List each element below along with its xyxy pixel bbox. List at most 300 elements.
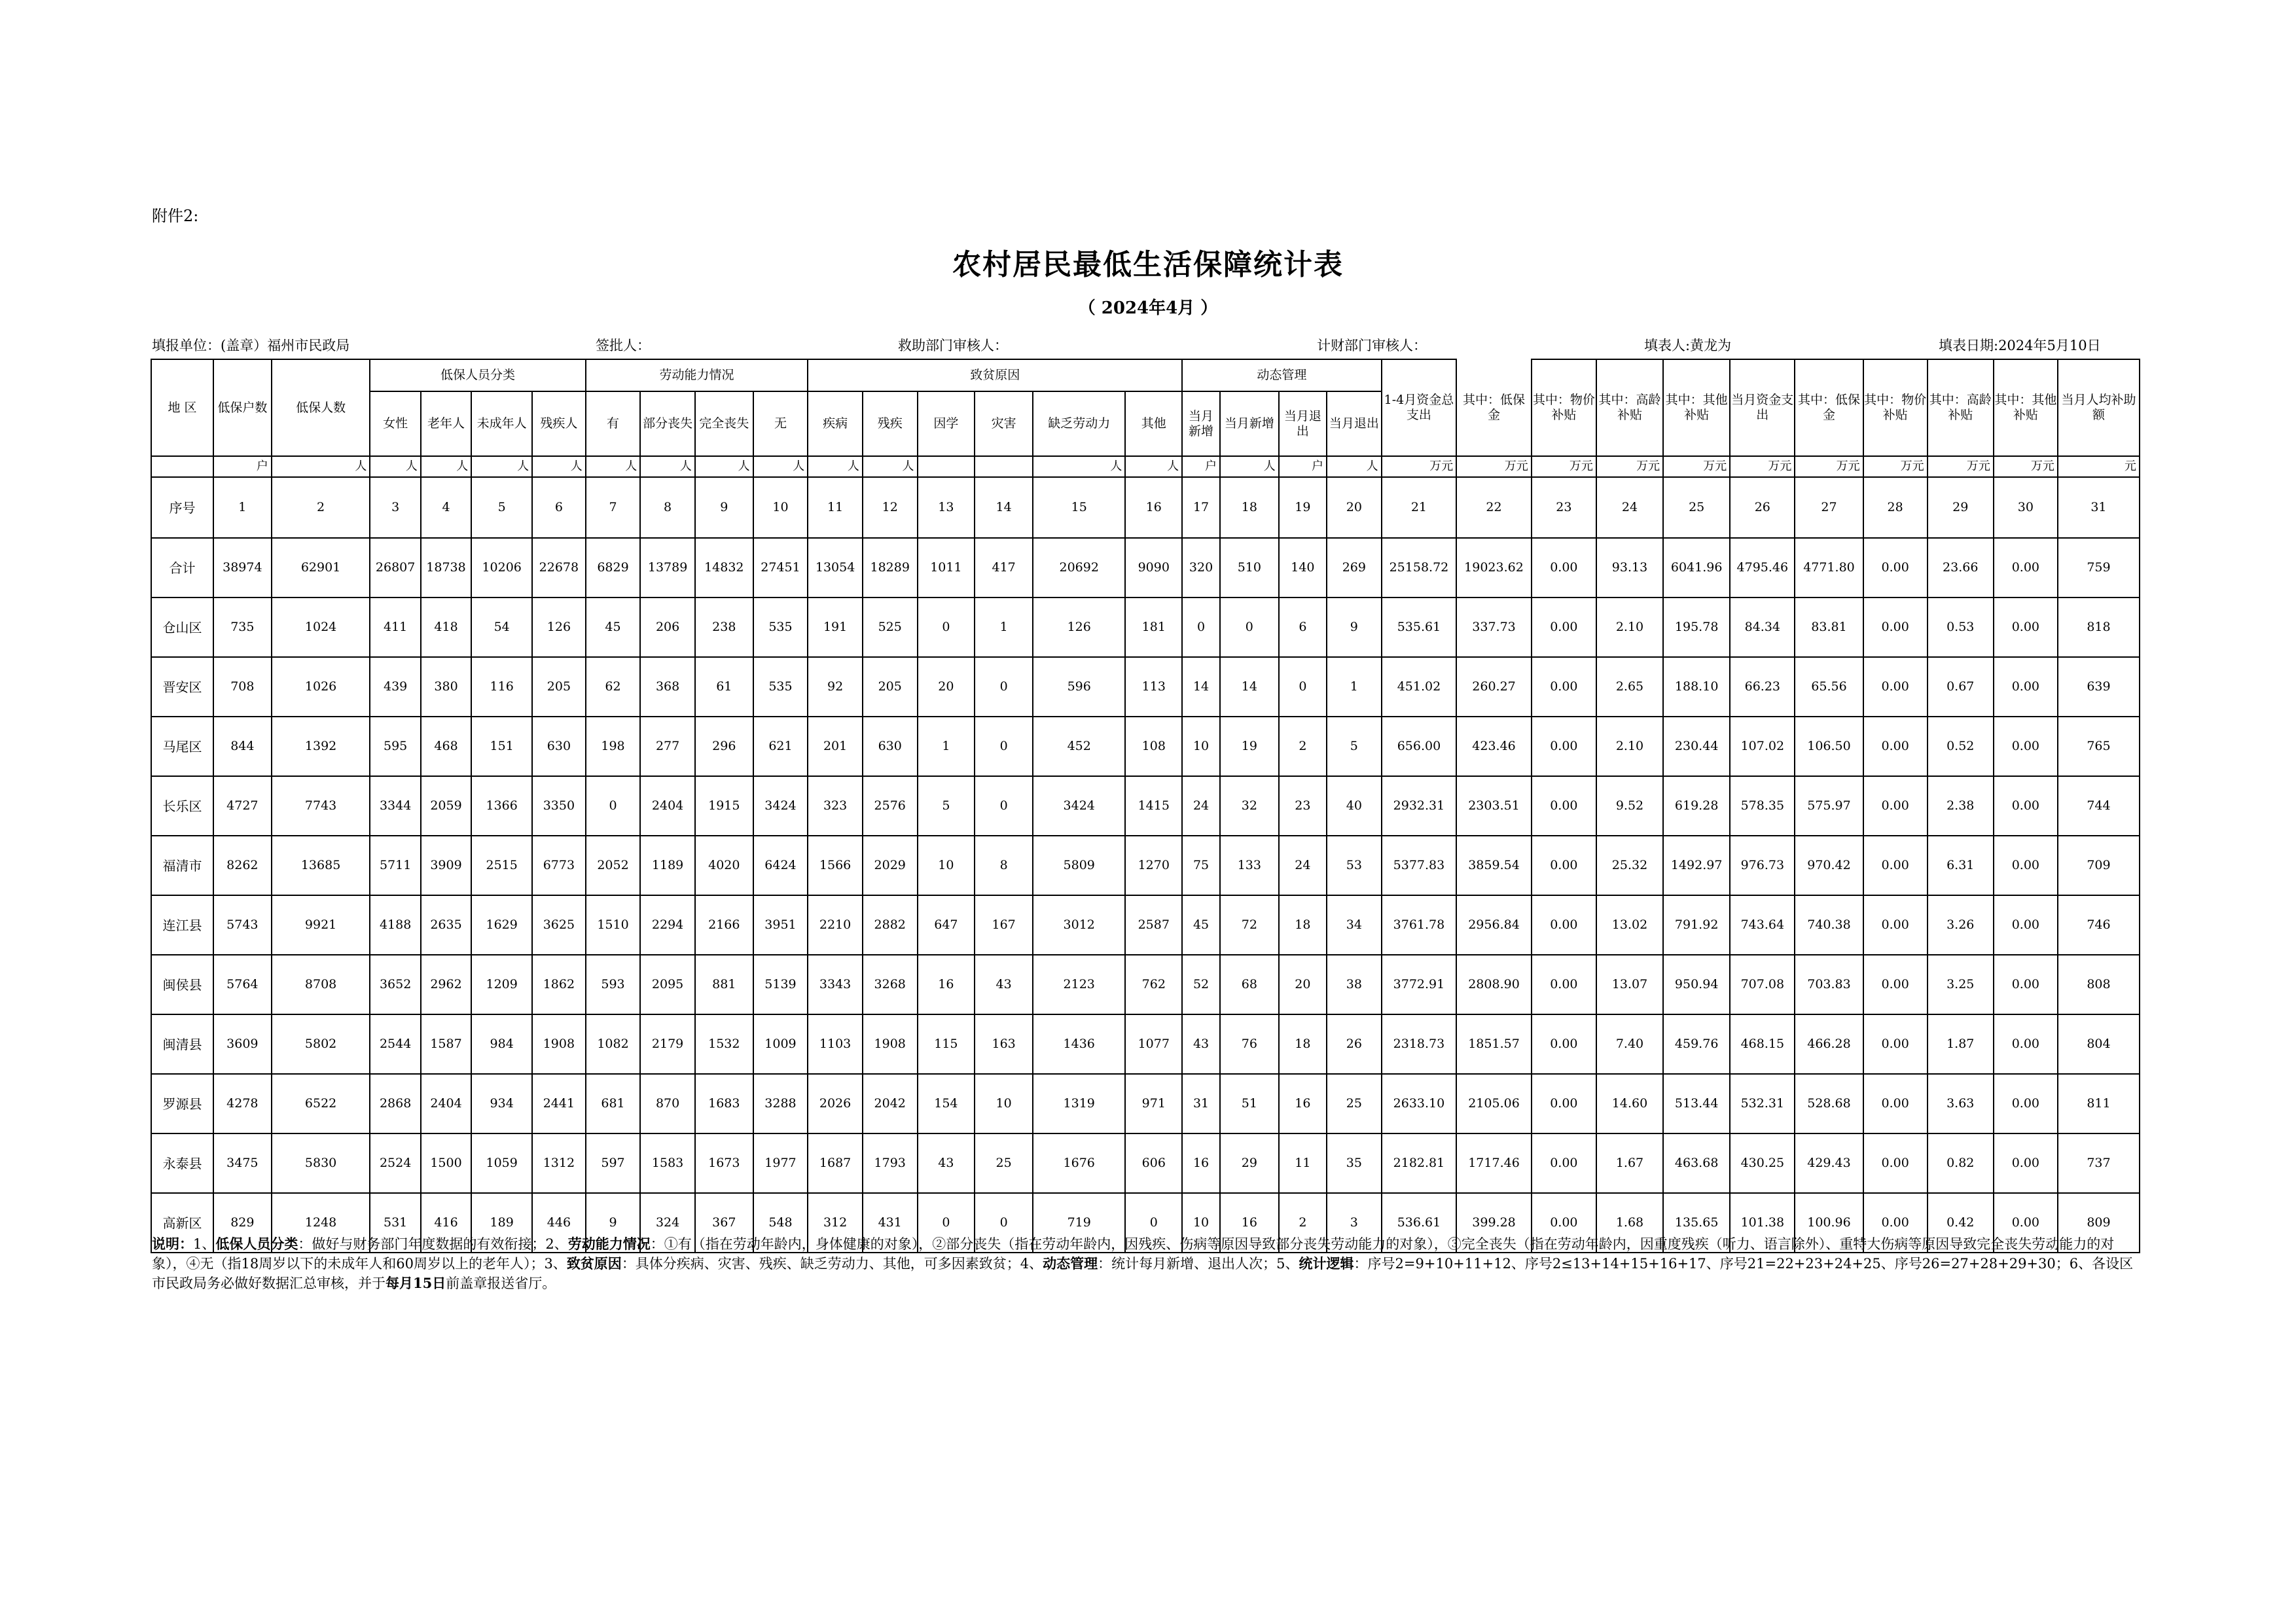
seq-cell: 24 [1596,477,1663,538]
value-cell: 43 [975,955,1033,1014]
value-cell: 1500 [421,1133,471,1193]
value-cell: 10206 [471,538,532,597]
value-cell: 1908 [863,1014,918,1074]
value-cell: 53 [1327,836,1382,895]
value-cell: 709 [2058,836,2140,895]
value-cell: 1 [975,597,1033,657]
table-row [151,657,2140,717]
value-cell: 535.61 [1382,597,1457,657]
value-cell: 2026 [808,1074,863,1133]
value-cell: 597 [586,1133,641,1193]
value-cell: 811 [2058,1074,2140,1133]
value-cell: 1248 [272,1193,370,1253]
value-cell: 1189 [640,836,695,895]
value-cell: 5711 [370,836,420,895]
value-cell: 238 [695,597,753,657]
value-cell: 25 [975,1133,1033,1193]
value-cell: 201 [808,717,863,776]
value-cell: 10 [975,1074,1033,1133]
header-sub-col: 女性 [370,391,420,456]
value-cell: 65.56 [1795,657,1863,717]
value-cell: 791.92 [1663,895,1730,955]
value-cell: 2294 [640,895,695,955]
region-cell: 合计 [151,538,213,597]
value-cell: 10 [1182,1193,1220,1253]
value-cell: 1.87 [1928,1014,1994,1074]
value-cell: 2932.31 [1382,776,1457,836]
header-sub-col: 其中：物价补贴 [1863,359,1928,456]
value-cell: 61 [695,657,753,717]
value-cell: 107.02 [1730,717,1795,776]
value-cell: 2956.84 [1456,895,1532,955]
reporting-unit: 填报单位：(盖章）福州市民政局 [152,338,350,353]
table-row [151,1133,2140,1193]
header-sub-col: 当月新增 [1220,391,1279,456]
note-part: ：序号2=9+10+11+12、序号2≤13+14+15+16+17、序号21=22+23+24+25、序号26=27+28+29+30；6、各设区市民政局务必做好数据汇总审核，并于 [152,1256,2134,1291]
value-cell: 2 [1279,1193,1327,1253]
value-cell: 68 [1220,955,1279,1014]
value-cell: 430.25 [1730,1133,1795,1193]
value-cell: 0.00 [1863,657,1928,717]
value-cell: 337.73 [1456,597,1532,657]
header-sub-col: 其中：低保金 [1456,359,1532,456]
value-cell: 525 [863,597,918,657]
value-cell: 3652 [370,955,420,1014]
value-cell: 0.00 [1863,1133,1928,1193]
seq-cell: 12 [863,477,918,538]
unit-cell: 万元 [1795,456,1863,477]
unit-cell [151,456,213,477]
header-sub-col: 当月退出 [1327,391,1382,456]
unit-cell: 人 [586,456,641,477]
value-cell: 32 [1220,776,1279,836]
value-cell: 324 [640,1193,695,1253]
header-sub-col: 部分丧失 [640,391,695,456]
value-cell: 2.10 [1596,597,1663,657]
value-cell: 532.31 [1730,1074,1795,1133]
value-cell: 1492.97 [1663,836,1730,895]
value-cell: 0.00 [1532,895,1596,955]
attachment-label: 附件2: [152,207,199,225]
value-cell: 844 [213,717,272,776]
value-cell: 528.68 [1795,1074,1863,1133]
value-cell: 6424 [753,836,808,895]
value-cell: 3859.54 [1456,836,1532,895]
value-cell: 1270 [1125,836,1182,895]
header-sub-col: 其中：低保金 [1795,359,1863,456]
table-row [151,895,2140,955]
value-cell: 22678 [532,538,586,597]
fill-date: 填表日期:2024年5月10日 [1939,338,2101,353]
value-cell: 52 [1182,955,1220,1014]
unit-cell: 人 [1033,456,1125,477]
header-group-labor: 劳动能力情况 [586,359,808,391]
note-part: 低保人员分类 [215,1236,298,1252]
value-cell: 656.00 [1382,717,1457,776]
value-cell: 38 [1327,955,1382,1014]
value-cell: 163 [975,1014,1033,1074]
note-part: 1、 [193,1236,216,1252]
seq-cell: 1 [213,477,272,538]
value-cell: 0.00 [1994,1074,2058,1133]
value-cell: 367 [695,1193,753,1253]
value-cell: 277 [640,717,695,776]
table-row [151,717,2140,776]
page-title: 农村居民最低生活保障统计表 [952,248,1344,281]
value-cell: 45 [586,597,641,657]
value-cell: 5139 [753,955,808,1014]
value-cell: 10 [918,836,975,895]
value-cell: 2515 [471,836,532,895]
value-cell: 2576 [863,776,918,836]
value-cell: 0.00 [1532,836,1596,895]
value-cell: 2182.81 [1382,1133,1457,1193]
value-cell: 54 [471,597,532,657]
value-cell: 4278 [213,1074,272,1133]
value-cell: 3343 [808,955,863,1014]
value-cell: 1366 [471,776,532,836]
value-cell: 51 [1220,1074,1279,1133]
seq-cell: 13 [918,477,975,538]
header-sub-col: 疾病 [808,391,863,456]
value-cell: 3 [1327,1193,1382,1253]
value-cell: 630 [532,717,586,776]
region-cell: 仓山区 [151,597,213,657]
value-cell: 976.73 [1730,836,1795,895]
seq-cell: 2 [272,477,370,538]
header-persons: 低保人数 [272,359,370,456]
unit-cell: 人 [695,456,753,477]
region-cell: 晋安区 [151,657,213,717]
value-cell: 2404 [421,1074,471,1133]
value-cell: 429.43 [1795,1133,1863,1193]
value-cell: 3.26 [1928,895,1994,955]
value-cell: 451.02 [1382,657,1457,717]
value-cell: 312 [808,1193,863,1253]
value-cell: 5830 [272,1133,370,1193]
value-cell: 0.00 [1994,538,2058,597]
region-cell: 罗源县 [151,1074,213,1133]
value-cell: 452 [1033,717,1125,776]
value-cell: 0.00 [1532,717,1596,776]
value-cell: 6041.96 [1663,538,1730,597]
region-cell: 闽侯县 [151,955,213,1014]
value-cell: 0.00 [1532,657,1596,717]
region-cell: 闽清县 [151,1014,213,1074]
value-cell: 971 [1125,1074,1182,1133]
value-cell: 0.00 [1994,895,2058,955]
value-cell: 11 [1279,1133,1327,1193]
value-cell: 101.38 [1730,1193,1795,1253]
value-cell: 260.27 [1456,657,1532,717]
value-cell: 2524 [370,1133,420,1193]
value-cell: 2868 [370,1074,420,1133]
value-cell: 115 [918,1014,975,1074]
value-cell: 423.46 [1456,717,1532,776]
value-cell: 2.65 [1596,657,1663,717]
note-part: 劳动能力情况 [567,1236,651,1252]
seq-cell: 17 [1182,477,1220,538]
value-cell: 703.83 [1795,955,1863,1014]
seq-cell: 22 [1456,477,1532,538]
value-cell: 151 [471,717,532,776]
value-cell: 0.00 [1532,538,1596,597]
unit-cell: 人 [1327,456,1382,477]
value-cell: 2587 [1125,895,1182,955]
value-cell: 606 [1125,1133,1182,1193]
value-cell: 0.00 [1532,1133,1596,1193]
value-cell: 2.10 [1596,717,1663,776]
value-cell: 621 [753,717,808,776]
value-cell: 3951 [753,895,808,955]
value-cell: 25.32 [1596,836,1663,895]
region-cell: 永泰县 [151,1133,213,1193]
value-cell: 1392 [272,717,370,776]
value-cell: 708 [213,657,272,717]
value-cell: 1587 [421,1014,471,1074]
value-cell: 0 [975,1193,1033,1253]
report-period: （ 2024年4月 ） [1078,298,1218,318]
value-cell: 619.28 [1663,776,1730,836]
header-sub-col: 完全丧失 [695,391,753,456]
value-cell: 8262 [213,836,272,895]
value-cell: 0.00 [1863,597,1928,657]
value-cell: 0.00 [1863,717,1928,776]
seq-cell: 14 [975,477,1033,538]
value-cell: 0.53 [1928,597,1994,657]
value-cell: 4771.80 [1795,538,1863,597]
value-cell: 380 [421,657,471,717]
value-cell: 0 [1125,1193,1182,1253]
unit-cell: 人 [753,456,808,477]
value-cell: 167 [975,895,1033,955]
header-sub-col: 当月人均补助额 [2058,359,2140,456]
value-cell: 9921 [272,895,370,955]
unit-cell: 户 [1279,456,1327,477]
header-sub-col: 当月退出 [1279,391,1327,456]
value-cell: 27451 [753,538,808,597]
value-cell: 0.00 [1994,1014,2058,1074]
value-cell: 2.38 [1928,776,1994,836]
note-part: ：统计每月新增、退出人次；5、 [1098,1256,1299,1272]
explanation-note [152,1234,2142,1293]
unit-cell: 人 [1125,456,1182,477]
value-cell: 18738 [421,538,471,597]
value-cell: 181 [1125,597,1182,657]
unit-cell: 户 [213,456,272,477]
value-cell: 0.42 [1928,1193,1994,1253]
value-cell: 4020 [695,836,753,895]
value-cell: 431 [863,1193,918,1253]
header-group-classification: 低保人员分类 [370,359,585,391]
value-cell: 1532 [695,1014,753,1074]
seq-cell: 5 [471,477,532,538]
value-cell: 1312 [532,1133,586,1193]
value-cell: 535 [753,657,808,717]
value-cell: 3761.78 [1382,895,1457,955]
value-cell: 43 [918,1133,975,1193]
value-cell: 531 [370,1193,420,1253]
value-cell: 1024 [272,597,370,657]
value-cell: 2 [1279,717,1327,776]
value-cell: 20 [1279,955,1327,1014]
value-cell: 0.00 [1532,776,1596,836]
value-cell: 2179 [640,1014,695,1074]
seq-cell: 6 [532,477,586,538]
value-cell: 3.63 [1928,1074,1994,1133]
value-cell: 510 [1220,538,1279,597]
value-cell: 5809 [1033,836,1125,895]
value-cell: 3.25 [1928,955,1994,1014]
value-cell: 2029 [863,836,918,895]
value-cell: 195.78 [1663,597,1730,657]
value-cell: 6.31 [1928,836,1994,895]
seq-cell: 3 [370,477,420,538]
value-cell: 0.00 [1863,776,1928,836]
value-cell: 5764 [213,955,272,1014]
value-cell: 1683 [695,1074,753,1133]
header-sub-col: 当月资金支出 [1730,359,1795,456]
table-row [151,776,2140,836]
statistics-table [151,359,2140,1253]
value-cell: 3772.91 [1382,955,1457,1014]
value-cell: 881 [695,955,753,1014]
seq-cell: 27 [1795,477,1863,538]
header-households: 低保户数 [213,359,272,456]
table-row [151,1014,2140,1074]
unit-cell: 人 [532,456,586,477]
value-cell: 0.00 [1532,1014,1596,1074]
value-cell: 9090 [1125,538,1182,597]
note-part: 每月15日 [386,1275,446,1291]
value-cell: 0 [975,776,1033,836]
value-cell: 1 [918,717,975,776]
value-cell: 934 [471,1074,532,1133]
value-cell: 16 [1279,1074,1327,1133]
value-cell: 593 [586,955,641,1014]
header-sub-col: 其中：其他补贴 [1994,359,2058,456]
note-part: ：①有（指在劳动年龄内，身体健康的对象），②部分丧失（指在劳动年龄内，因残疾、伤病等原因导致部分丧失劳动能力的对象），③完全丧失（指在劳动年龄内，因重度残疾（听力、语言除外）、重特大伤病等原因导致完全丧失劳动能力的对象），④无（指18周岁以下的未成年人和60周岁以上的老年人）；3、 [152,1236,2115,1272]
value-cell: 3424 [753,776,808,836]
value-cell: 536.61 [1382,1193,1457,1253]
unit-cell: 人 [370,456,420,477]
value-cell: 2210 [808,895,863,955]
value-cell: 133 [1220,836,1279,895]
approver: 签批人： [596,338,651,353]
value-cell: 191 [808,597,863,657]
table-row [151,955,2140,1014]
value-cell: 24 [1279,836,1327,895]
value-cell: 468 [421,717,471,776]
value-cell: 735 [213,597,272,657]
value-cell: 9.52 [1596,776,1663,836]
header-sub-col: 当月新增 [1182,391,1220,456]
seq-cell: 21 [1382,477,1457,538]
value-cell: 630 [863,717,918,776]
value-cell: 7.40 [1596,1014,1663,1074]
value-cell: 0.00 [1863,1014,1928,1074]
value-cell: 1082 [586,1014,641,1074]
value-cell: 411 [370,597,420,657]
note-part: ：具体分疾病、灾害、残疾、缺乏劳动力、其他，可多因素致贫；4、 [621,1256,1043,1272]
unit-cell: 人 [421,456,471,477]
value-cell: 719 [1033,1193,1125,1253]
value-cell: 743.64 [1730,895,1795,955]
seq-cell: 4 [421,477,471,538]
value-cell: 0.00 [1994,955,2058,1014]
value-cell: 5802 [272,1014,370,1074]
table-row [151,597,2140,657]
header-sub-col: 其中：高龄补贴 [1596,359,1663,456]
value-cell: 0.00 [1532,1193,1596,1253]
value-cell: 399.28 [1456,1193,1532,1253]
value-cell: 20692 [1033,538,1125,597]
value-cell: 0.00 [1994,1193,2058,1253]
region-cell: 长乐区 [151,776,213,836]
value-cell: 0.00 [1532,597,1596,657]
seq-cell: 10 [753,477,808,538]
value-cell: 43 [1182,1014,1220,1074]
value-cell: 950.94 [1663,955,1730,1014]
value-cell: 746 [2058,895,2140,955]
seq-cell: 7 [586,477,641,538]
value-cell: 0 [975,657,1033,717]
value-cell: 29 [1220,1133,1279,1193]
value-cell: 3424 [1033,776,1125,836]
unit-cell: 人 [471,456,532,477]
value-cell: 5377.83 [1382,836,1457,895]
value-cell: 681 [586,1074,641,1133]
value-cell: 31 [1182,1074,1220,1133]
header-region: 地 区 [151,359,213,456]
value-cell: 818 [2058,597,2140,657]
unit-cell: 万元 [1730,456,1795,477]
value-cell: 6522 [272,1074,370,1133]
value-cell: 8 [975,836,1033,895]
value-cell: 75 [1182,836,1220,895]
value-cell: 2095 [640,955,695,1014]
seq-cell: 8 [640,477,695,538]
value-cell: 92 [808,657,863,717]
value-cell: 2962 [421,955,471,1014]
value-cell: 417 [975,538,1033,597]
header-sub-col: 未成年人 [471,391,532,456]
value-cell: 62 [586,657,641,717]
value-cell: 0.67 [1928,657,1994,717]
value-cell: 189 [471,1193,532,1253]
value-cell: 2123 [1033,955,1125,1014]
value-cell: 0.00 [1994,717,2058,776]
value-cell: 0.00 [1863,895,1928,955]
value-cell: 140 [1279,538,1327,597]
value-cell: 106.50 [1795,717,1863,776]
value-cell: 113 [1125,657,1182,717]
value-cell: 707.08 [1730,955,1795,1014]
value-cell: 804 [2058,1014,2140,1074]
table-row [151,538,2140,597]
value-cell: 1673 [695,1133,753,1193]
value-cell: 34 [1327,895,1382,955]
value-cell: 2404 [640,776,695,836]
value-cell: 984 [471,1014,532,1074]
value-cell: 10 [1182,717,1220,776]
value-cell: 84.34 [1730,597,1795,657]
note-part: 说明： [152,1236,193,1252]
value-cell: 323 [808,776,863,836]
value-cell: 19023.62 [1456,538,1532,597]
value-cell: 296 [695,717,753,776]
value-cell: 13685 [272,836,370,895]
